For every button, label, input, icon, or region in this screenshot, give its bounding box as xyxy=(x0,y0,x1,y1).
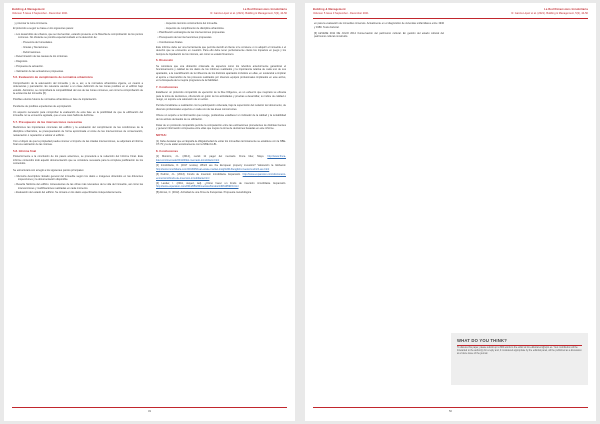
text: • Los desarrollos de urbanos, que se intervenirán, estando presente en la filosofía de comprobación de los puntos comunes. No obstante se pondrá especial cuidado en la detección de: xyxy=(14,32,143,40)
reference-link[interactable]: http://www.expansion.com/diccionario-economico/fondo-de-inversion-inmobiliaria.html xyxy=(156,173,286,180)
text: y provocar la ruina inminente. xyxy=(14,22,48,25)
reference-item xyxy=(156,173,286,180)
text: Permite focalizarse a realización con la participación ordenada, bajo la supervisión del redactor del documento, de diversos profesionales expertos en cada uno de las áreas concurrentes. xyxy=(156,104,286,112)
header-right xyxy=(511,8,588,15)
paragraph xyxy=(13,98,143,102)
discussion-box xyxy=(451,333,588,385)
text: • Conclusiones finales. xyxy=(157,40,184,44)
paragraph xyxy=(13,111,143,118)
paragraph xyxy=(156,46,286,57)
page-number: 49 xyxy=(148,409,151,413)
page-footer xyxy=(12,407,287,416)
paragraph xyxy=(156,140,286,147)
list-item xyxy=(156,27,286,31)
text: Ofrece un soporte a la información que recoge, pudiéndose establecer un indicador de la calidad y la rentabilidad de los activos derivados de su utilización. xyxy=(156,114,286,121)
list-item xyxy=(156,41,286,45)
page-header xyxy=(12,8,287,22)
paragraph xyxy=(156,124,286,131)
paragraph xyxy=(13,105,143,109)
reference-item xyxy=(156,155,286,162)
text: [1] Montoro, J.L. (2012), revisit 11 pagel del mercado. Finca líder, Mayo. xyxy=(156,155,268,159)
notes-heading xyxy=(156,134,286,138)
article-citation: R. García López et al. (2021). Building & Management, 5(3), 44-50 xyxy=(210,11,287,15)
list-item xyxy=(156,22,286,26)
text: NOTAS: xyxy=(156,133,167,137)
paragraph xyxy=(156,65,286,83)
text: ◦ Presencia de humedades. xyxy=(21,41,53,45)
reference-link[interactable]: http://www.inmobiliaria.com/2013/05/real-estate-market-insight2013/english-investors-which-are.html xyxy=(156,167,270,171)
paragraph xyxy=(156,104,286,111)
text: ◦ Aspectos técnicos constructivos del inmueble. xyxy=(164,22,218,25)
text: [6] LEVENE 2011 DE JULIO 2014 Conservación del patrimonio cultural. En gestión del estado cultural del patrimonio cultural construido. xyxy=(314,31,444,39)
text: 6. Discusión xyxy=(156,59,174,63)
text: [2] Inmobiliaria, O. (2017 revista). Which are the European property investors? Valoración la Global-id. xyxy=(156,164,286,168)
right-page-column-1 xyxy=(314,22,444,41)
text: Posteriormente a la conclusión de los pasos anteriores, se procederá a la redacción del Informe Final. Este informe contendrá todo aquello documentación que se considere necesaria para la completa justificación de los contenidos. xyxy=(13,155,143,166)
section-heading xyxy=(156,86,286,90)
text: Comprobación de la adecuación del inmueble y de a, así, a la normativa urbanística vigente, en cuanto a ordenanzas y parcelación. Es relevante atender a un clase definición de las zonas posibles en el edificio bajo estudio. Asimismo, se comprobará la compatibilidad del uso de las zonas comunes, así como la comprobación de la existencia del inmueble [6]. xyxy=(13,81,143,96)
paragraph xyxy=(13,82,143,96)
paragraph xyxy=(314,32,444,39)
text: Dotar de un protocolo compartido permite la comparación entre las estimaciones procedentes de distintas fuentes y generar información compuesta entre ellas que mejore la toma de decisiones basadas en este informe. xyxy=(156,123,286,131)
article-citation: R. García López et al. (2021). Building & Management, 5(3), 44-50 xyxy=(511,11,588,15)
paragraph xyxy=(156,91,286,102)
list-item xyxy=(156,31,286,35)
text: Mediciones las importantes concretas del edificio y la evaluación del cumplimiento de las condiciones de la disciplina urbanística, se presupuestarán de forma aproximada el coste de las intervenciones de conservación, restauración o reparación a valorar el edificio. xyxy=(13,126,143,137)
header-right xyxy=(210,8,287,15)
text: • Valoración de las actuaciones propuestas. xyxy=(14,69,64,73)
text: Posibles efectos futuros de normativa urbanística en fase de implantación. xyxy=(13,98,97,102)
text: ◦ Deformaciones. xyxy=(21,50,41,54)
section-heading xyxy=(156,150,286,154)
text: 7. Conclusiones xyxy=(156,85,179,89)
paragraph xyxy=(13,140,143,147)
discussion-rule xyxy=(457,345,582,346)
list-item xyxy=(13,46,143,50)
discussion-title: WHAT DO YOU THINK? xyxy=(457,338,507,343)
text: • Memoria descriptiva: Estado general del inmueble según los datos e imágenes obtenidos en las diferentes inspecciones y la documentación disponible. xyxy=(14,174,143,182)
text: • Diagnosis. xyxy=(14,60,28,64)
journal-volume: Volumen 5 Issue 3 September - December 2021 xyxy=(313,11,369,15)
header-left xyxy=(12,8,68,15)
paragraph xyxy=(156,114,286,121)
reference-item xyxy=(156,182,286,189)
list-item xyxy=(156,36,286,40)
list-item xyxy=(13,70,143,74)
paragraph xyxy=(13,27,143,31)
page-header xyxy=(313,8,588,22)
left-page-column-1 xyxy=(13,22,143,196)
left-page-column-2 xyxy=(156,22,286,196)
section-heading xyxy=(13,121,143,125)
reference-link[interactable]: http://www.expansion.com/2011/05/23/inversion/fondos/1306195915.html xyxy=(156,185,239,189)
text: ◦ Aspectos de cumplimiento de disciplina urbanística. xyxy=(164,26,225,30)
header-left xyxy=(313,8,369,15)
page-footer xyxy=(313,407,588,416)
text: Establecer un protocolo compartido de ejecución de la Due Diligence, es un esfuerzo que mejorará su eficacia para la toma de decisiones, ofreciendo un guión de los actividades y pruebas a desarrollar, su índice de calidad o riesgo, un soporte a la valoración de un activo. xyxy=(156,91,286,102)
text: 5.8. Informe final xyxy=(13,149,37,153)
paragraph xyxy=(13,155,143,166)
paragraph xyxy=(314,22,444,29)
reference-item xyxy=(156,191,286,195)
list-item xyxy=(13,183,143,190)
text: • Determinación de las causas de los síntomas. xyxy=(14,55,69,59)
section-heading xyxy=(156,59,286,63)
header-rule xyxy=(313,18,588,19)
list-item xyxy=(13,22,143,26)
text: • Presupuesto de las intervenciones propuestas. xyxy=(157,36,213,40)
journal-right-name: La Red Dimensions Inmobiliaria xyxy=(544,8,588,11)
list-item xyxy=(13,191,143,195)
page-right xyxy=(305,3,596,421)
text: • Planificación estratégica de las intervenciones propuestas. xyxy=(157,31,226,35)
text: Se considera que una ubicación ordenada de aspectos como los referidos anteriormente garantizan el funcionamiento y calidad de los datos de los informes realizados y la importancia relativa de cada uno de sus apartados, a la cuantificación de la influencia de los distintos apartados incluidos en ellas, en sustancial a implicar el aporte e intercambio de los procesos realizados por diversos equipos profesionales implicados en este activo, en la búsqueda de la mejora progresiva de la fiabilidad. xyxy=(156,64,286,83)
text: • Evaluación del estado del edificio. Se tomará en los datos especificados independientemente. xyxy=(14,191,123,195)
reference-item xyxy=(156,164,286,171)
list-item xyxy=(13,51,143,55)
reference-link[interactable]: http://www.finca-lider.com/mercado/2011/03/el-mercado-inmobiliario.html xyxy=(156,155,286,162)
paragraph xyxy=(13,169,143,173)
text: • Reseña histórica del edificio. Antecedentes de las obras más relevantes de la vida del inmueble, así como las intervenciones y modificaciones realizadas en cada momento. xyxy=(14,183,143,190)
journal-name: Building & Management xyxy=(313,8,346,11)
text: [5] Alonso, C. (2012). Actividad de una firma de franquicias. Propuesta metodológica xyxy=(156,190,252,194)
text: Con el objeto de que la propiedad pueda conocer el importe de las citadas intervenciones, se adjuntará al informe final una valoración de las mismas. xyxy=(13,139,143,147)
text: [3] Pedrón, J.L. (2013). Fondo de inversión inmobiliaria. Expansión. xyxy=(156,173,243,176)
text: El protocolo a seguir se basa en los siguientes pasos: xyxy=(13,26,74,30)
page-number: 50 xyxy=(449,409,452,413)
text: 5.6. Evaluación de cumplimiento de normativa urbanística xyxy=(13,76,93,80)
list-item xyxy=(13,175,143,182)
section-heading xyxy=(13,76,143,80)
text: (1) Cabe destacar que en España la obligatoriedad de evitar los inmuebles térmicamente se establece con la NBE-CT-79 y la de aislar acústicamente con la NBE-CA-81. xyxy=(156,139,286,147)
text: Este informe debe ser una herramienta que permita decidir al cliente si le conviene o no adquirir el inmueble o el derecho que se encuentre en cuestión. Para ello debe tener perfectamente claros los impactos en juego y los tiempos de liquidación de los mismos, así como su estado financiero. xyxy=(156,45,286,56)
text: Se estructurará con arreglo a los siguientes puntos principales: xyxy=(13,168,85,172)
text: 8. Conclusiones xyxy=(156,149,179,153)
list-item xyxy=(13,41,143,45)
text: 5.7. Presupuesto de las intervenciones necesarias xyxy=(13,120,83,124)
header-rule xyxy=(12,18,287,19)
list-item xyxy=(13,33,143,40)
text: Pendiente de posibles expedientes de expropiación. xyxy=(13,104,72,108)
list-item xyxy=(13,55,143,59)
discussion-text: To discuss this paper, please submit up to 800 words to the editor at bm.editorial.em@upm.es. Your contribution will be forwarded to the author(s) for a reply and, if considered appropriate by the editorial panel, will be published as a discussion at a future issue of the journal. xyxy=(457,347,582,356)
journal-volume: Volumen 5 Issue 3 September - December 2021 xyxy=(12,11,68,15)
text: • Propuesta de actuación. xyxy=(14,64,44,68)
text: Un aspecto necesario para comprobar la evaluación de esta fase es la posibilidad de que la edificación del inmueble no se encuentre agotada, que en ese caso habrá de definirse. xyxy=(13,110,143,118)
list-item xyxy=(13,60,143,64)
section-heading xyxy=(13,150,143,154)
text: en para la evaluación de inmuebles inmersos. Actualmente en el diagnóstico de viviendas unifamiliares entre 1940 y 1980. Tesis doctoral. xyxy=(314,22,444,29)
text: [4] Lander, I. (2011, stayed, lad). ¿Cómo hacer un fondo de inversión inmobiliaria. Expansión. xyxy=(156,181,286,185)
page-left xyxy=(4,3,295,421)
paragraph xyxy=(13,126,143,137)
text: ◦ Grietas y fisuraciones. xyxy=(21,45,49,49)
journal-name: Building & Management xyxy=(12,8,45,11)
journal-right-name: La Red Dimensions Inmobiliaria xyxy=(243,8,287,11)
list-item xyxy=(13,65,143,69)
